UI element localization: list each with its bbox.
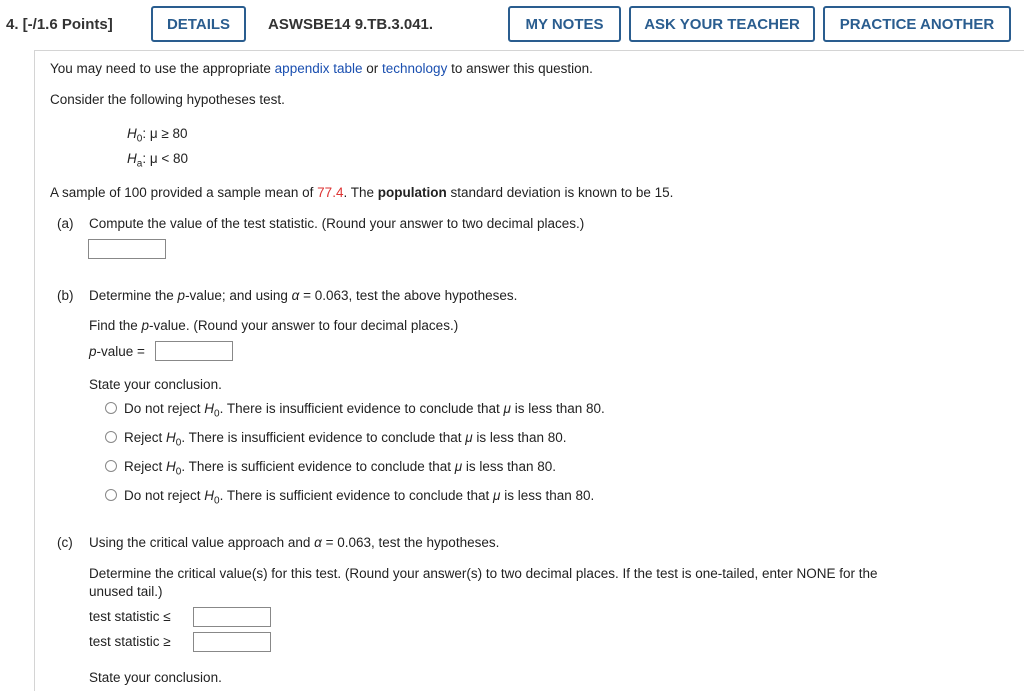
- text: -value =: [96, 344, 145, 359]
- h-subscript: 0: [175, 466, 182, 478]
- h-letter: H: [166, 430, 176, 445]
- appendix-table-link[interactable]: appendix table: [274, 61, 363, 76]
- mu-symbol: μ: [503, 401, 511, 416]
- h-letter: H: [166, 459, 176, 474]
- hypothesis-text: : μ < 80: [142, 151, 188, 166]
- test-statistic-le-label: test statistic ≤: [89, 609, 171, 624]
- text: Reject: [124, 430, 167, 445]
- conclusion-option-1[interactable]: [124, 401, 605, 420]
- intro-text: to answer this question.: [447, 61, 593, 76]
- text: . There is insufficient evidence to conclude that: [219, 401, 504, 416]
- null-hypothesis: [127, 126, 188, 145]
- part-c-label: (c): [57, 535, 73, 550]
- part-a-label: (a): [57, 216, 74, 231]
- h-subscript: 0: [214, 408, 220, 420]
- question-id: ASWSBE14 9.TB.3.041.: [268, 16, 434, 33]
- pvalue-label: [89, 344, 145, 359]
- h-subscript: 0: [136, 133, 143, 145]
- ask-teacher-button[interactable]: ASK YOUR TEACHER: [629, 6, 815, 42]
- text: is less than 80.: [510, 401, 605, 416]
- text: Using the critical value approach and: [89, 535, 315, 550]
- text: is less than 80.: [462, 459, 556, 474]
- h-letter: H: [127, 126, 137, 141]
- conclusion-option-2[interactable]: [124, 430, 566, 449]
- sample-text: A sample of 100 provided a sample mean of: [50, 185, 318, 200]
- conclusion-radio-3[interactable]: [105, 460, 117, 472]
- alt-hypothesis: [127, 151, 188, 170]
- h-subscript: a: [136, 158, 143, 170]
- conclusion-option-3[interactable]: [124, 459, 556, 478]
- state-conclusion-b: State your conclusion.: [89, 377, 222, 392]
- text: Do not reject: [124, 488, 205, 503]
- text: . There is sufficient evidence to conclude that: [181, 459, 455, 474]
- h-letter: H: [204, 401, 215, 416]
- text: Do not reject: [124, 401, 205, 416]
- critical-value-lower-input[interactable]: [193, 607, 271, 627]
- alpha-symbol: α: [314, 535, 322, 550]
- p-italic: p: [89, 344, 97, 359]
- alpha-symbol: α: [291, 288, 300, 303]
- text: -value; and using: [185, 288, 292, 303]
- part-b-label: (b): [57, 288, 74, 303]
- text: . There is insufficient evidence to conclude that: [181, 430, 466, 445]
- test-statistic-ge-label: test statistic ≥: [89, 634, 171, 649]
- question-header: [0, 0, 1024, 50]
- h-subscript: 0: [175, 437, 182, 449]
- find-pvalue-text: [89, 318, 458, 333]
- sample-text: standard deviation is known to be 15.: [446, 185, 674, 200]
- determine-critical-line1: Determine the critical value(s) for this test. (Round your answer(s) to two decimal places. If the test is one-tailed, enter NONE for the: [89, 566, 878, 581]
- text: Find the: [89, 318, 142, 333]
- text: is less than 80.: [500, 488, 595, 503]
- h-subscript: 0: [214, 495, 220, 507]
- intro-text: or: [362, 61, 383, 76]
- text: = 0.063, test the above hypotheses.: [299, 288, 518, 303]
- text: is less than 80.: [472, 430, 567, 445]
- details-button[interactable]: DETAILS: [151, 6, 246, 42]
- h-letter: H: [127, 151, 137, 166]
- conclusion-radio-4[interactable]: [105, 489, 117, 501]
- part-a-text: Compute the value of the test statistic. (Round your answer to two decimal places.): [89, 216, 585, 231]
- sample-text: . The: [343, 185, 378, 200]
- h-letter: H: [204, 488, 215, 503]
- determine-critical-line2: unused tail.): [89, 584, 163, 599]
- p-italic: p: [141, 318, 150, 333]
- part-c-text: [89, 535, 499, 550]
- conclusion-option-4[interactable]: [124, 488, 594, 507]
- part-b-text: [89, 288, 517, 303]
- technology-link[interactable]: technology: [382, 61, 448, 76]
- mu-symbol: μ: [465, 430, 473, 445]
- consider-text: Consider the following hypotheses test.: [50, 92, 285, 107]
- critical-value-upper-input[interactable]: [193, 632, 271, 652]
- intro-line: [50, 61, 593, 76]
- intro-text: You may need to use the appropriate: [50, 61, 275, 76]
- mu-symbol: μ: [493, 488, 501, 503]
- text: -value. (Round your answer to four decimal places.): [149, 318, 459, 333]
- p-italic: p: [177, 288, 186, 303]
- mu-symbol: μ: [454, 459, 463, 474]
- text: Determine the: [89, 288, 178, 303]
- text: = 0.063, test the hypotheses.: [321, 535, 500, 550]
- question-number: 4. [-/1.6 Points]: [6, 16, 113, 33]
- sample-statement: [50, 185, 673, 200]
- my-notes-button[interactable]: MY NOTES: [508, 6, 621, 42]
- state-conclusion-c: State your conclusion.: [89, 670, 222, 685]
- question-panel: [34, 50, 1024, 691]
- population-bold: population: [377, 185, 447, 200]
- test-statistic-input[interactable]: [88, 239, 166, 259]
- conclusion-radio-2[interactable]: [105, 431, 117, 443]
- pvalue-input[interactable]: [155, 341, 233, 361]
- text: Reject: [124, 459, 167, 474]
- practice-another-button[interactable]: PRACTICE ANOTHER: [823, 6, 1011, 42]
- sample-mean-value: 77.4: [317, 185, 344, 200]
- text: . There is sufficient evidence to conclude that: [219, 488, 494, 503]
- hypothesis-text: : μ ≥ 80: [142, 126, 188, 141]
- conclusion-radio-1[interactable]: [105, 402, 117, 414]
